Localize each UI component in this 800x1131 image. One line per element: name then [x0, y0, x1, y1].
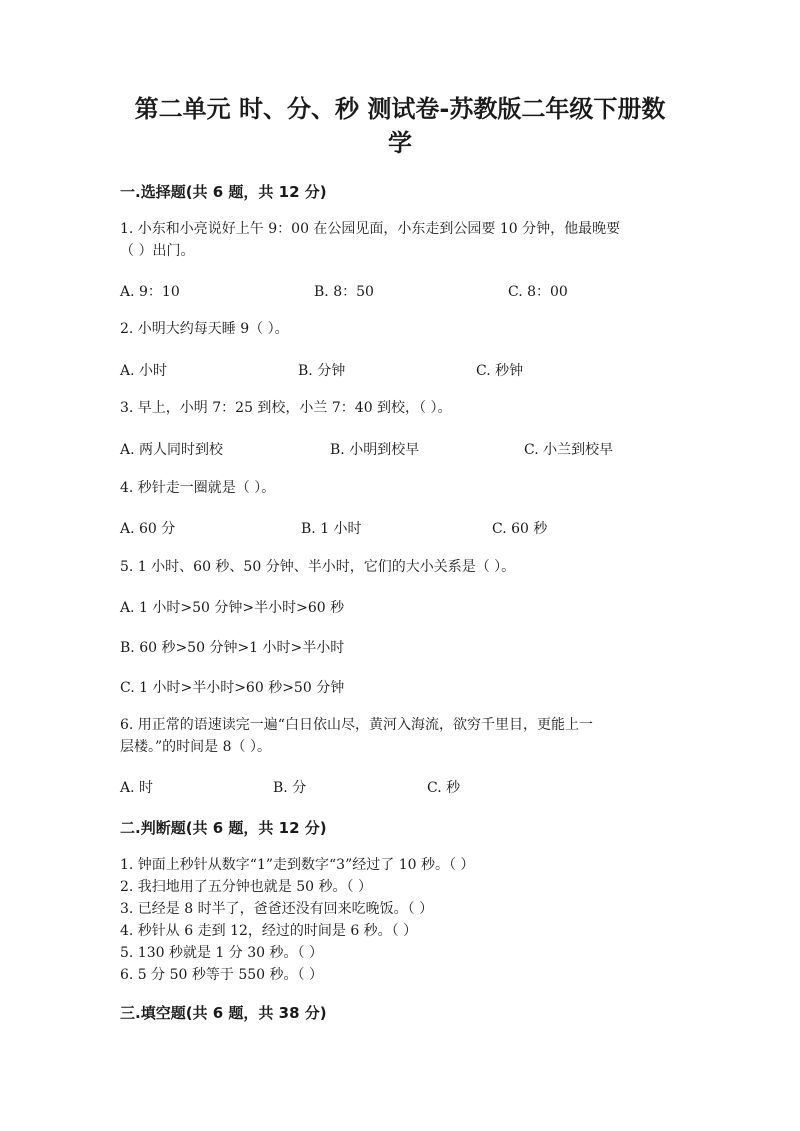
judgment-question-3: 3. 已经是 8 时半了，爸爸还没有回来吃晚饭。（ ）	[120, 901, 434, 917]
question-1-option-b: B. 8：50	[314, 284, 374, 300]
question-5-stem: 5. 1 小时、60 秒、50 分钟、半小时，它们的大小关系是（ ）。	[120, 559, 516, 575]
question-6-stem-line-1: 6. 用正常的语速读完一遍“白日依山尽，黄河入海流，欲穷千里目，更能上一	[120, 717, 593, 733]
judgment-question-4: 4. 秒针从 6 走到 12，经过的时间是 6 秒。（ ）	[120, 923, 418, 939]
question-6-option-b: B. 分	[273, 780, 307, 796]
question-6-option-c: C. 秒	[427, 780, 461, 796]
section-heading-judgment: 二.判断题(共 6 题，共 12 分)	[120, 819, 327, 837]
question-4-stem: 4. 秒针走一圈就是（ ）。	[120, 480, 276, 496]
judgment-question-6: 6. 5 分 50 秒等于 550 秒。（ ）	[120, 967, 323, 983]
question-6-stem-line-2: 层楼。”的时间是 8（ ）。	[120, 739, 271, 755]
question-1-stem-line-2: （ ）出门。	[120, 243, 195, 259]
judgment-question-2: 2. 我扫地用了五分钟也就是 50 秒。（ ）	[120, 879, 372, 895]
question-2-stem: 2. 小明大约每天睡 9（ ）。	[120, 321, 289, 337]
section-heading-choice: 一.选择题(共 6 题，共 12 分)	[120, 183, 327, 201]
question-6-option-a: A. 时	[120, 780, 154, 796]
question-1-option-a: A. 9：10	[120, 284, 180, 300]
question-4-option-c: C. 60 秒	[492, 521, 548, 537]
title-line-2: 学	[388, 129, 412, 157]
question-5-option-b: B. 60 秒>50 分钟>1 小时>半小时	[120, 640, 345, 656]
question-3-stem: 3. 早上，小明 7：25 到校，小兰 7：40 到校，（ ）。	[120, 400, 452, 416]
question-5-option-a: A. 1 小时>50 分钟>半小时>60 秒	[120, 600, 345, 616]
question-3-option-a: A. 两人同时到校	[120, 442, 224, 458]
question-5-option-c: C. 1 小时>半小时>60 秒>50 分钟	[120, 680, 345, 696]
document-title	[100, 92, 700, 160]
question-1-stem-line-1: 1. 小东和小亮说好上午 9：00 在公园见面，小东走到公园要 10 分钟，他最晚要	[120, 221, 621, 237]
section-heading-fill-in: 三.填空题(共 6 题，共 38 分)	[120, 1004, 327, 1022]
judgment-question-1: 1. 钟面上秒针从数字“1”走到数字“3”经过了 10 秒。（ ）	[120, 857, 475, 873]
title-line-1: 第二单元 时、分、秒 测试卷-苏教版二年级下册数	[134, 95, 666, 123]
question-4-option-b: B. 1 小时	[301, 521, 362, 537]
question-3-option-b: B. 小明到校早	[330, 442, 420, 458]
question-3-option-c: C. 小兰到校早	[524, 442, 614, 458]
question-4-option-a: A. 60 分	[120, 521, 176, 537]
question-2-option-a: A. 小时	[120, 363, 168, 379]
question-2-option-c: C. 秒钟	[476, 363, 524, 379]
question-1-option-c: C. 8：00	[508, 284, 568, 300]
judgment-question-5: 5. 130 秒就是 1 分 30 秒。（ ）	[120, 945, 323, 961]
question-2-option-b: B. 分钟	[298, 363, 346, 379]
